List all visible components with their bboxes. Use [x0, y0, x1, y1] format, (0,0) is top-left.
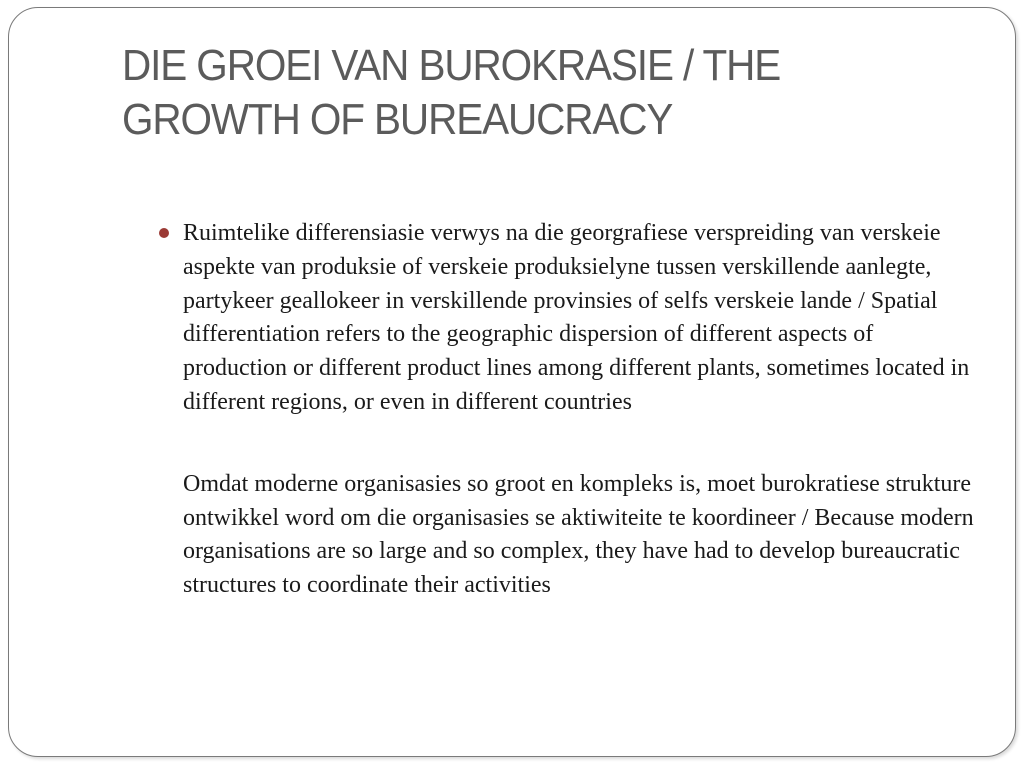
- slide-body: [157, 217, 983, 603]
- continuation-paragraph: Omdat moderne organisasies so groot en kompleks is, moet burokratiese strukture ontwikkel word om die organisasies se aktiwiteite te koordineer / Because modern organisations are so large and so complex, they have had to develop bureaucratic structures to coordinate their activities: [183, 470, 974, 599]
- bullet-item: [157, 217, 983, 420]
- slide-frame: [8, 7, 1016, 757]
- slide-title: DIE GROEI VAN BUROKRASIE / THE GROWTH OF BUREAUCRACY: [122, 41, 781, 144]
- bullet-icon: [159, 228, 169, 238]
- bullet-text: Ruimtelike differensiasie verwys na die georgrafiese verspreiding van verskeie aspekte van produksie of verskeie produksielyne tussen verskillende aanlegte, partykeer geallokeer in verskillende provinsies of selfs verskeie lande / Spatial differentiation refers to the geographic dispersion of different aspects of production or different product lines among different plants, sometimes located in different regions, or even in different countries: [183, 220, 970, 415]
